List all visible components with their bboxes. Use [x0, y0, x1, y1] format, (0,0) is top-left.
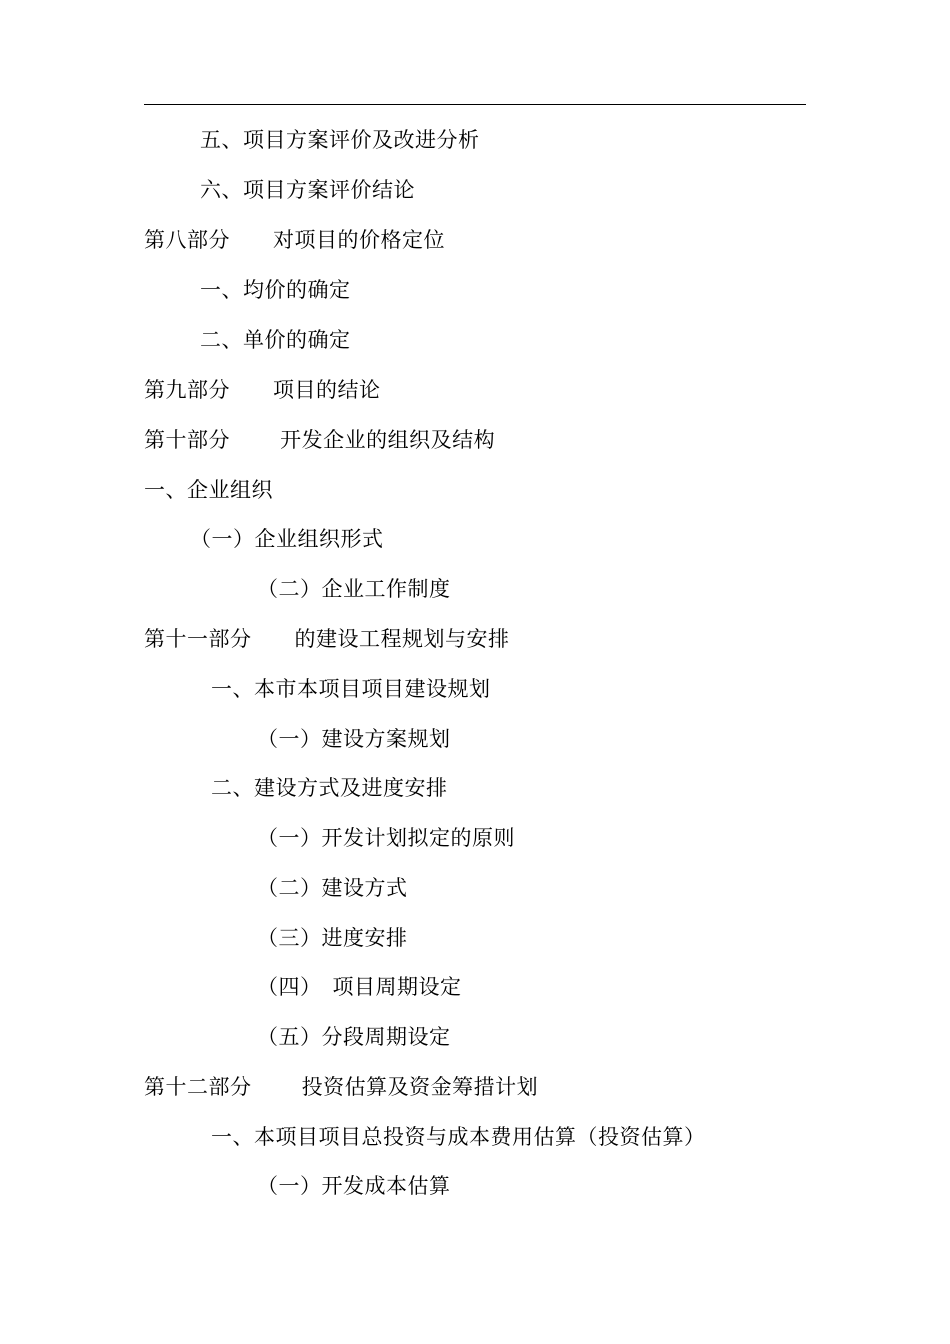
- toc-part-8: 第八部分 对项目的价格定位: [144, 228, 445, 252]
- toc-part-12: 第十二部分 投资估算及资金筹措计划: [144, 1075, 539, 1099]
- toc-part-11: 第十一部分 的建设工程规划与安排: [144, 627, 510, 651]
- toc-entry-11-1: 一、本市本项目项目建设规划: [211, 677, 491, 701]
- toc-entry-11-1-1: （一）建设方案规划: [257, 727, 451, 751]
- toc-entry-10-1: 一、企业组织: [144, 478, 273, 502]
- toc-entry-8-1: 一、均价的确定: [200, 278, 351, 302]
- toc-entry-12-1: 一、本项目项目总投资与成本费用估算（投资估算）: [211, 1125, 706, 1149]
- toc-part-10: 第十部分 开发企业的组织及结构: [144, 428, 496, 452]
- toc-entry-11-2-2: （二）建设方式: [257, 876, 408, 900]
- toc-entry-11-2-3: （三）进度安排: [257, 926, 408, 950]
- toc-part-9: 第九部分 项目的结论: [144, 378, 381, 402]
- toc-entry-8-2: 二、单价的确定: [200, 328, 351, 352]
- toc-entry-5: 五、项目方案评价及改进分析: [200, 128, 480, 152]
- toc-entry-11-2-5: （五）分段周期设定: [257, 1025, 451, 1049]
- toc-entry-6: 六、项目方案评价结论: [200, 178, 415, 202]
- toc-entry-11-2-1: （一）开发计划拟定的原则: [257, 826, 515, 850]
- toc-entry-10-1-1: （一）企业组织形式: [190, 527, 384, 551]
- toc-entry-12-1-1: （一）开发成本估算: [257, 1174, 451, 1198]
- header-rule: [144, 104, 806, 105]
- toc-entry-10-1-2: （二）企业工作制度: [257, 577, 451, 601]
- toc-entry-11-2-4: （四） 项目周期设定: [257, 975, 462, 999]
- toc-entry-11-2: 二、建设方式及进度安排: [211, 776, 448, 800]
